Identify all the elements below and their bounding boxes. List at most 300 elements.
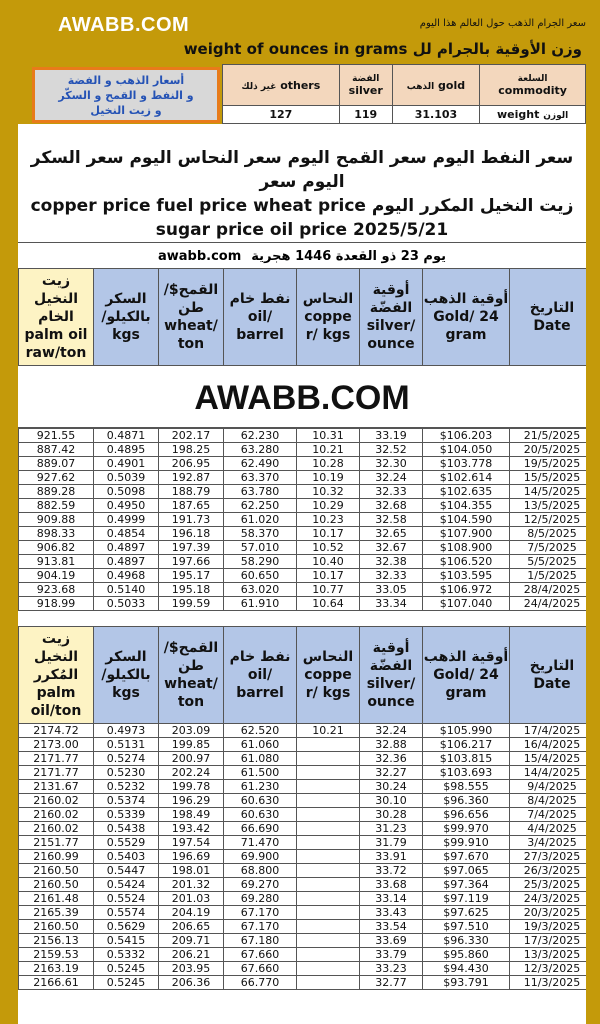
table-cell: 0.5332 xyxy=(94,948,159,962)
table-cell: 206.95 xyxy=(159,457,224,471)
table-cell: 61.020 xyxy=(224,513,297,527)
table-row xyxy=(19,836,587,850)
table-cell: $94.430 xyxy=(423,962,510,976)
table-cell: 1/5/2025 xyxy=(510,569,587,583)
table-cell xyxy=(297,780,360,794)
table-cell: 32.33 xyxy=(360,569,423,583)
table-cell: 32.27 xyxy=(360,766,423,780)
table-row xyxy=(19,962,587,976)
price-rows-recent xyxy=(18,428,586,611)
table-cell: 904.19 xyxy=(19,569,94,583)
table-cell: 898.33 xyxy=(19,527,94,541)
price-table-recent xyxy=(18,268,586,366)
table-cell: 17/3/2025 xyxy=(510,934,587,948)
table-cell: 2171.77 xyxy=(19,752,94,766)
table-cell: 197.39 xyxy=(159,541,224,555)
table-cell: 21/5/2025 xyxy=(510,429,587,443)
table-cell: 0.5039 xyxy=(94,471,159,485)
table-cell: $103.778 xyxy=(423,457,510,471)
table-cell: 2165.39 xyxy=(19,906,94,920)
column-header-2: القمح$/ طن wheat/ ton xyxy=(159,269,224,366)
table-cell: 2160.02 xyxy=(19,794,94,808)
table-cell: 2160.99 xyxy=(19,850,94,864)
table-cell: $104.355 xyxy=(423,499,510,513)
table-cell: 0.5529 xyxy=(94,836,159,850)
promo-box xyxy=(32,67,220,123)
table-cell: 10.19 xyxy=(297,471,360,485)
ounce-weight-title: وزن الأوقية بالجرام لل weight of ounces in grams xyxy=(183,40,582,58)
column-header-4: النحاس coppe r/ kgs xyxy=(297,627,360,724)
table-cell: 887.42 xyxy=(19,443,94,457)
table-cell: $105.990 xyxy=(423,724,510,738)
table-cell: 15/4/2025 xyxy=(510,752,587,766)
table-cell: 2160.50 xyxy=(19,878,94,892)
column-header-6: أوقية الذهب Gold/ 24 gram xyxy=(423,269,510,366)
table-cell: 10.21 xyxy=(297,724,360,738)
table-cell: 20/5/2025 xyxy=(510,443,587,457)
table-cell: 24/4/2025 xyxy=(510,597,587,611)
table-cell: 10.40 xyxy=(297,555,360,569)
table-cell: 32.88 xyxy=(360,738,423,752)
table-cell: $107.900 xyxy=(423,527,510,541)
table-cell xyxy=(297,920,360,934)
table-cell: 71.470 xyxy=(224,836,297,850)
table-cell: 0.5339 xyxy=(94,808,159,822)
table-cell: 32.67 xyxy=(360,541,423,555)
table-cell: $106.203 xyxy=(423,429,510,443)
table-row xyxy=(19,920,587,934)
table-cell: 197.54 xyxy=(159,836,224,850)
table-cell: 33.69 xyxy=(360,934,423,948)
table-cell: 206.36 xyxy=(159,976,224,990)
table-cell: 0.5424 xyxy=(94,878,159,892)
table-cell: 26/3/2025 xyxy=(510,864,587,878)
table-cell: 12/3/2025 xyxy=(510,962,587,976)
hijri-date: يوم 23 ذو القعدة 1446 هجرية xyxy=(251,248,446,264)
table-cell: 0.5403 xyxy=(94,850,159,864)
table-cell: 32.36 xyxy=(360,752,423,766)
table-cell: 2160.02 xyxy=(19,822,94,836)
table-cell: 10.77 xyxy=(297,583,360,597)
table-cell: 62.520 xyxy=(224,724,297,738)
table-cell: 2166.61 xyxy=(19,976,94,990)
table-cell: 10.21 xyxy=(297,443,360,457)
table-cell: 14/5/2025 xyxy=(510,485,587,499)
table-cell: 7/4/2025 xyxy=(510,808,587,822)
table-cell: 200.97 xyxy=(159,752,224,766)
table-cell: 25/3/2025 xyxy=(510,878,587,892)
table-cell: 0.5274 xyxy=(94,752,159,766)
weights-header-commodity: السلعة commodity xyxy=(480,65,586,106)
table-row xyxy=(19,934,587,948)
column-header-1: السكر بالكيلو/ kgs xyxy=(94,269,159,366)
price-table-older xyxy=(18,626,586,990)
table-cell: 63.370 xyxy=(224,471,297,485)
table-cell: 10.29 xyxy=(297,499,360,513)
table-cell: $103.693 xyxy=(423,766,510,780)
table-cell: 10.28 xyxy=(297,457,360,471)
table-cell: 19/5/2025 xyxy=(510,457,587,471)
table-cell: 57.010 xyxy=(224,541,297,555)
table-row xyxy=(19,906,587,920)
site-brand[interactable]: AWABB.COM xyxy=(58,14,190,36)
column-header-6: أوقية الذهب Gold/ 24 gram xyxy=(423,627,510,724)
table-row xyxy=(19,443,587,457)
table-cell: 196.69 xyxy=(159,850,224,864)
table-cell xyxy=(297,976,360,990)
table-row xyxy=(19,738,587,752)
table-cell: 206.21 xyxy=(159,948,224,962)
table-cell xyxy=(297,808,360,822)
table-cell: 32.77 xyxy=(360,976,423,990)
table-cell xyxy=(297,752,360,766)
table-cell: 0.5629 xyxy=(94,920,159,934)
table-cell: 187.65 xyxy=(159,499,224,513)
table-cell: 61.060 xyxy=(224,738,297,752)
table-row xyxy=(19,597,587,611)
table-cell xyxy=(297,962,360,976)
table-cell: 68.800 xyxy=(224,864,297,878)
table-cell: 199.78 xyxy=(159,780,224,794)
table-cell xyxy=(297,948,360,962)
dateline xyxy=(18,242,586,270)
table-cell: 0.5245 xyxy=(94,962,159,976)
table-cell: $97.119 xyxy=(423,892,510,906)
table-row xyxy=(19,541,587,555)
table-cell: 0.5574 xyxy=(94,906,159,920)
table-cell: 11/3/2025 xyxy=(510,976,587,990)
table-cell: 17/4/2025 xyxy=(510,724,587,738)
table-cell: 67.170 xyxy=(224,920,297,934)
table-cell xyxy=(297,738,360,752)
table-row xyxy=(19,457,587,471)
table-cell: 2151.77 xyxy=(19,836,94,850)
table-row xyxy=(19,948,587,962)
table-cell: 69.900 xyxy=(224,850,297,864)
column-header-7: التاريخ Date xyxy=(510,627,587,724)
promo-line-2: و النفط و القمح و السكّر xyxy=(58,89,194,102)
table-cell: 203.95 xyxy=(159,962,224,976)
table-cell: 32.68 xyxy=(360,499,423,513)
table-cell: 2159.53 xyxy=(19,948,94,962)
table-cell: 31.23 xyxy=(360,822,423,836)
table-cell: 67.660 xyxy=(224,948,297,962)
table-row xyxy=(19,429,587,443)
table-cell: $104.590 xyxy=(423,513,510,527)
table-cell xyxy=(297,934,360,948)
table-cell: 8/5/2025 xyxy=(510,527,587,541)
table-cell: 204.19 xyxy=(159,906,224,920)
awabb-banner: AWABB.COM xyxy=(18,369,586,428)
table-cell: 0.5524 xyxy=(94,892,159,906)
table-cell: 62.490 xyxy=(224,457,297,471)
table-cell: 209.71 xyxy=(159,934,224,948)
table-cell: $97.065 xyxy=(423,864,510,878)
table-cell: 2160.02 xyxy=(19,808,94,822)
table-cell: $106.520 xyxy=(423,555,510,569)
table-row xyxy=(19,555,587,569)
table-row xyxy=(19,583,587,597)
table-cell: 61.910 xyxy=(224,597,297,611)
table-cell: $106.217 xyxy=(423,738,510,752)
table-cell: 63.780 xyxy=(224,485,297,499)
table-cell: 33.54 xyxy=(360,920,423,934)
table-cell: 206.65 xyxy=(159,920,224,934)
table-cell: $96.656 xyxy=(423,808,510,822)
table-cell: $97.625 xyxy=(423,906,510,920)
table-cell: 67.660 xyxy=(224,962,297,976)
table-cell: 2156.13 xyxy=(19,934,94,948)
table-row xyxy=(19,471,587,485)
table-cell: 30.24 xyxy=(360,780,423,794)
table-cell: 2171.77 xyxy=(19,766,94,780)
table-cell: 32.52 xyxy=(360,443,423,457)
table-cell: 32.65 xyxy=(360,527,423,541)
table-cell: 32.24 xyxy=(360,471,423,485)
table-row xyxy=(19,864,587,878)
table-cell: 198.01 xyxy=(159,864,224,878)
table-cell: $96.330 xyxy=(423,934,510,948)
table-cell: 13/3/2025 xyxy=(510,948,587,962)
column-header-2: القمح$/ طن wheat/ ton xyxy=(159,627,224,724)
table-cell: 14/4/2025 xyxy=(510,766,587,780)
top-caption: سعر الجرام الذهب حول العالم هذا اليوم xyxy=(419,18,586,29)
table-cell: 0.4901 xyxy=(94,457,159,471)
table-cell: 0.5447 xyxy=(94,864,159,878)
table-cell: 5/5/2025 xyxy=(510,555,587,569)
promo-line-3: و زيت النخيل xyxy=(90,104,162,117)
table-cell: 0.4897 xyxy=(94,541,159,555)
table-cell: 30.28 xyxy=(360,808,423,822)
table-cell: 909.88 xyxy=(19,513,94,527)
table-cell: 63.280 xyxy=(224,443,297,457)
table-cell: 61.080 xyxy=(224,752,297,766)
table-cell: 0.5098 xyxy=(94,485,159,499)
table-cell: 918.99 xyxy=(19,597,94,611)
table-cell: 2161.48 xyxy=(19,892,94,906)
table-cell: $97.670 xyxy=(423,850,510,864)
table-row xyxy=(19,724,587,738)
table-row xyxy=(19,752,587,766)
table-cell: 66.770 xyxy=(224,976,297,990)
table-cell: 188.79 xyxy=(159,485,224,499)
headline: سعر النفط اليوم سعر القمح اليوم سعر النحاس اليوم سعر السكر اليوم سعر copper price fuel price wheat price زيت النخيل المكرر اليوم sugar price oil price 2025/5/21 xyxy=(30,148,574,240)
table-cell: 33.43 xyxy=(360,906,423,920)
table-cell: 28/4/2025 xyxy=(510,583,587,597)
table-cell: 0.5245 xyxy=(94,976,159,990)
table-cell: 889.07 xyxy=(19,457,94,471)
table-cell: 201.32 xyxy=(159,878,224,892)
table-cell: 24/3/2025 xyxy=(510,892,587,906)
table-cell: 202.17 xyxy=(159,429,224,443)
table-cell: 10.31 xyxy=(297,429,360,443)
table-cell xyxy=(297,878,360,892)
table-cell: 196.18 xyxy=(159,527,224,541)
table-cell: 62.250 xyxy=(224,499,297,513)
table-cell: $99.970 xyxy=(423,822,510,836)
table-cell: $103.595 xyxy=(423,569,510,583)
table-row xyxy=(19,976,587,990)
table-cell: 0.5033 xyxy=(94,597,159,611)
table-row xyxy=(19,794,587,808)
table-cell: 198.49 xyxy=(159,808,224,822)
table-cell: 10.17 xyxy=(297,527,360,541)
promo-line-1: أسعار الذهب و الفضة xyxy=(67,74,185,87)
table-cell: 58.370 xyxy=(224,527,297,541)
table-cell: 10.23 xyxy=(297,513,360,527)
table-cell: 30.10 xyxy=(360,794,423,808)
table-cell: 0.4999 xyxy=(94,513,159,527)
table-row xyxy=(19,878,587,892)
table-row xyxy=(19,850,587,864)
table-cell: 199.85 xyxy=(159,738,224,752)
table-cell: 198.25 xyxy=(159,443,224,457)
table-cell: 195.18 xyxy=(159,583,224,597)
table-cell: 196.29 xyxy=(159,794,224,808)
table-cell: $103.815 xyxy=(423,752,510,766)
table-cell: 193.42 xyxy=(159,822,224,836)
table-cell: 32.33 xyxy=(360,485,423,499)
table-cell: 8/4/2025 xyxy=(510,794,587,808)
table-cell: 58.290 xyxy=(224,555,297,569)
table-cell: 62.230 xyxy=(224,429,297,443)
table-row xyxy=(19,513,587,527)
table-cell: 202.24 xyxy=(159,766,224,780)
table-cell: 19/3/2025 xyxy=(510,920,587,934)
table-cell: 60.630 xyxy=(224,808,297,822)
table-cell: 191.73 xyxy=(159,513,224,527)
table-cell: 63.020 xyxy=(224,583,297,597)
table-cell: 0.4968 xyxy=(94,569,159,583)
table-cell: $95.860 xyxy=(423,948,510,962)
table-cell: 67.170 xyxy=(224,906,297,920)
table-cell: 10.64 xyxy=(297,597,360,611)
table-cell: 197.66 xyxy=(159,555,224,569)
table-cell: 33.79 xyxy=(360,948,423,962)
table-cell: 69.270 xyxy=(224,878,297,892)
table-cell: 199.59 xyxy=(159,597,224,611)
table-cell: 0.5230 xyxy=(94,766,159,780)
table-cell: 7/5/2025 xyxy=(510,541,587,555)
table-cell: 33.05 xyxy=(360,583,423,597)
column-header-5: أوقية الفضّة silver/ ounce xyxy=(360,627,423,724)
table-cell: 15/5/2025 xyxy=(510,471,587,485)
table-cell: 32.24 xyxy=(360,724,423,738)
ounce-weights-table xyxy=(222,64,586,124)
table-cell: $108.900 xyxy=(423,541,510,555)
table-cell: 13/5/2025 xyxy=(510,499,587,513)
table-cell: 33.91 xyxy=(360,850,423,864)
table-cell: 33.34 xyxy=(360,597,423,611)
column-header-0: زيت النخيل الخام palm oil raw/ton xyxy=(19,269,94,366)
table-cell: 921.55 xyxy=(19,429,94,443)
table-cell: 67.180 xyxy=(224,934,297,948)
table-cell: 192.87 xyxy=(159,471,224,485)
table-cell xyxy=(297,822,360,836)
weight-row-label: weight الوزن xyxy=(480,106,586,124)
table-cell xyxy=(297,850,360,864)
table-cell: 2163.19 xyxy=(19,962,94,976)
table-cell: 33.72 xyxy=(360,864,423,878)
table-cell: 3/4/2025 xyxy=(510,836,587,850)
table-cell: 61.230 xyxy=(224,780,297,794)
table-cell: 60.630 xyxy=(224,794,297,808)
table-row xyxy=(19,485,587,499)
column-header-0: زيت النخيل المُكرر palm oil/ton xyxy=(19,627,94,724)
column-header-1: السكر بالكيلو/ kgs xyxy=(94,627,159,724)
table-cell: 2174.72 xyxy=(19,724,94,738)
table-cell: 66.690 xyxy=(224,822,297,836)
table-cell: 10.52 xyxy=(297,541,360,555)
table-cell: 927.62 xyxy=(19,471,94,485)
table-cell: 2173.00 xyxy=(19,738,94,752)
table-cell: $102.635 xyxy=(423,485,510,499)
table-row xyxy=(19,822,587,836)
weights-header-silver: الفضة silver xyxy=(339,65,392,106)
table-cell: $104.050 xyxy=(423,443,510,457)
table-cell: 0.5438 xyxy=(94,822,159,836)
table-cell: 12/5/2025 xyxy=(510,513,587,527)
table-cell: 20/3/2025 xyxy=(510,906,587,920)
column-header-4: النحاس coppe r/ kgs xyxy=(297,269,360,366)
table-cell: 889.28 xyxy=(19,485,94,499)
table-cell: 0.4871 xyxy=(94,429,159,443)
table-cell: 16/4/2025 xyxy=(510,738,587,752)
table-cell: $98.555 xyxy=(423,780,510,794)
weights-header-gold: الذهب gold xyxy=(392,65,479,106)
table-cell: 0.4897 xyxy=(94,555,159,569)
table-cell: $96.360 xyxy=(423,794,510,808)
weights-header-others: غير ذلك others xyxy=(223,65,340,106)
column-header-5: أوقية الفضّة silver/ ounce xyxy=(360,269,423,366)
table-cell: 2160.50 xyxy=(19,864,94,878)
table-cell: 0.5232 xyxy=(94,780,159,794)
table-cell: 0.4854 xyxy=(94,527,159,541)
table-cell: 0.5131 xyxy=(94,738,159,752)
table-cell xyxy=(297,906,360,920)
table-cell: 32.30 xyxy=(360,457,423,471)
table-cell: 0.4895 xyxy=(94,443,159,457)
table-cell: 2160.50 xyxy=(19,920,94,934)
table-cell: 4/4/2025 xyxy=(510,822,587,836)
table-cell: $97.510 xyxy=(423,920,510,934)
table-cell: 2131.67 xyxy=(19,780,94,794)
table-cell: 913.81 xyxy=(19,555,94,569)
column-header-3: نفط خام oil/ barrel xyxy=(224,269,297,366)
table-cell: 0.5415 xyxy=(94,934,159,948)
table-cell: 195.17 xyxy=(159,569,224,583)
column-header-7: التاريخ Date xyxy=(510,269,587,366)
table-cell: 882.59 xyxy=(19,499,94,513)
table-cell: 33.14 xyxy=(360,892,423,906)
table-row xyxy=(19,780,587,794)
table-cell xyxy=(297,794,360,808)
table-cell: 69.280 xyxy=(224,892,297,906)
table-cell: 10.32 xyxy=(297,485,360,499)
table-cell: $102.614 xyxy=(423,471,510,485)
table-cell xyxy=(297,766,360,780)
table-cell: 33.19 xyxy=(360,429,423,443)
table-cell: 32.58 xyxy=(360,513,423,527)
table-row xyxy=(19,892,587,906)
table-cell: 201.03 xyxy=(159,892,224,906)
weight-gold: 31.103 xyxy=(392,106,479,124)
table-cell: 27/3/2025 xyxy=(510,850,587,864)
table-cell: 0.4973 xyxy=(94,724,159,738)
table-cell: 33.23 xyxy=(360,962,423,976)
table-row xyxy=(19,808,587,822)
site-link[interactable]: awabb.com xyxy=(158,248,242,264)
